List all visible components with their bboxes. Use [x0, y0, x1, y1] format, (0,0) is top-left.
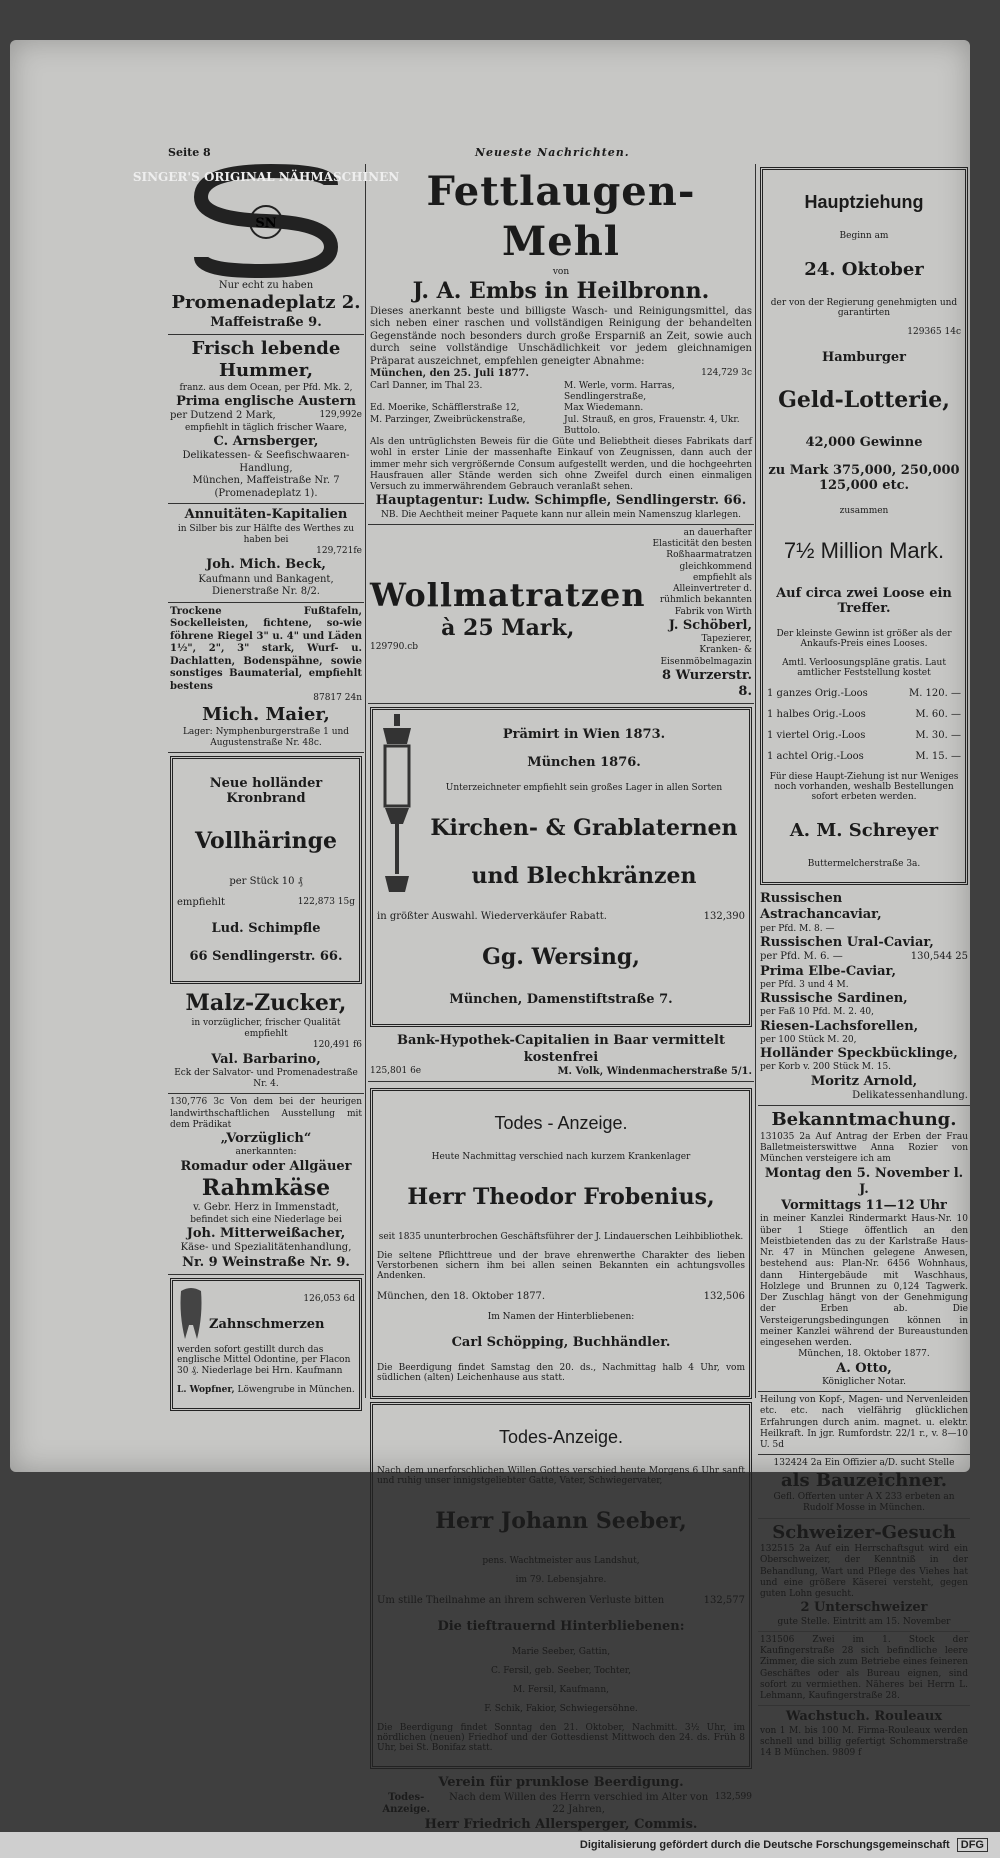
digitization-footer [0, 1832, 1000, 1858]
column-rule [365, 164, 366, 1398]
malz-zucker-ad: Malz-Zucker, in vorzüglicher, frischer Qualität empfiehlt 120,491 f6 Val. Barbarino, Eck der Salvator- und Promenadestraße Nr. 4. [168, 987, 364, 1094]
heilung-ad: Heilung von Kopf-, Magen- und Nervenleiden etc. etc. nach vielfährig glücklichen Erfahrungen durch anim. magnet. u. elektr. Heilkraft. In jgr. Rumfordstr. 22/1 r., v. 8—10 U. 5d [758, 1392, 970, 1455]
right-column [758, 164, 970, 1762]
laternen-ad: Prämirt in Wien 1873. München 1876. Unterzeichneter empfiehlt sein großes Lager in allen Sorten Kirchen- & Grablaternen und Blechkränzen in größter Auswahl. Wiederverkäufer Rabatt. 132,390 Gg. Wersing, München, Damenstiftstraße 7. [370, 707, 752, 1027]
bauzeichner-ad: 132424 2a Ein Offizier a/D. sucht Stelle als Bauzeichner. Gefl. Offerten unter A X 233 erbeten an Rudolf Mosse in München. [758, 1455, 970, 1518]
rahmkaese-ad: 130,776 3c Von dem bei der heurigen landwirthschaftlichen Ausstellung mit dem Prädikat „Vorzüglich“ anerkannten: Romadur oder Allgäuer Rahmkäse v. Gebr. Herz in Immenstadt, befindet sich eine Niederlage bei Joh. Mitterweißacher, Käse- und Spezialitätenhandlung, Nr. 9 Weinstraße Nr. 9. [168, 1094, 364, 1275]
fettlaugen-mehl-ad: Fettlaugen-Mehl von J. A. Embs in Heilbronn. Dieses anerkannt beste und billigste Wasch- und Reinigungsmittel, das sich neben einer raschen und vollständigen Reinigung der behandelten Gegenstände noch besonders durch große Ersparniß an Zeit, sowie auch durch seine vollständige Unschädlichkeit vor jedem gleichnamigen Präparat auszeichnet, empfehlen geneigter Abnahme: München, den 25. Juli 1877. 124,729 3c Carl Danner, im Thal 23. M. Werle, vorm. Harras, Sendlingerstraße, Ed. Moerike, Schäfflerstraße 12, Max Wiedemann. M. Parzinger, Zweibrückenstraße, Jul. Strauß, en gros, Frauenstr. 4, Ukr. Buttolo. Als den untrüglichsten Beweis für die Güte und Beliebtheit dieses Fabrikats darf wohl in erster Linie der massenhafte Einkauf von Zeugnissen, dann auch der immer mehr sich vergrößernde Consum aufgestellt werden, und die hochgeehrten Hausfrauen aller Stände werden sich ohne Zweifel durch einen einmaligen Versuch zu immerwährendem Gebrauch veranlaßt sehen. Hauptagentur: Ludw. Schimpfle, Sendlingerstr. 66. NB. Die Aechtheit meiner Paquete kann nur allein mein Namenszug klarlegen. [368, 164, 754, 525]
lantern-illustration-icon [377, 714, 417, 894]
zimmer-ad: 131506 Zwei im 1. Stock der Kaufingerstraße 28 sich befindliche leere Zimmer, die sich zum Betriebe eines feineren Geschäftes oder als Bureau eignen, sind sofort zu vermiethen. Näheres bei Herrn L. Lehmann, Kaufingerstraße 28. [758, 1632, 970, 1707]
hummer-ad: Frisch lebende Hummer, franz. aus dem Ocean, per Pfd. Mk. 2, Prima englische Austern per Dutzend 2 Mark, 129,992e empfiehlt in täglich frischer Waare, C. Arnsberger, Delikatessen- & Seefischwaaren-Handlung, München, Maffeistraße Nr. 7 (Promenadeplatz 1). [168, 335, 364, 505]
tooth-illustration-icon [177, 1285, 205, 1345]
bank-hypothek-ad: Bank-Hypothek-Capitalien in Baar vermittelt kostenfrei 125,801 6e M. Volk, Windenmacherstraße 5/1. [368, 1030, 754, 1082]
annuitaeten-ad: Annuitäten-Kapitalien in Silber bis zur Hälfte des Werthes zu haben bei 129,721fe Joh. Mich. Beck, Kaufmann und Bankagent, Dienerstraße Nr. 8/2. [168, 504, 364, 602]
middle-column [368, 164, 754, 1858]
todesanzeige-frobenius: Todes - Anzeige. Heute Nachmittag verschied nach kurzem Krankenlager Herr Theodor Frobenius, seit 1835 ununterbrochen Geschäftsführer der J. Lindauerschen Leihbibliothek. Die seltene Pflichttreue und der brave ehrenwerthe Charakter des lieben Verstorbenen sichern ihm bei allen seinen Bekannten ein achtungsvolles Andenken. München, den 18. Oktober 1877. 132,506 Im Namen der Hinterbliebenen: Carl Schöpping, Buchhändler. Die Beerdigung findet Samstag den 20. ds., Nachmittag halb 4 Uhr, vom südlichen (alten) Leichenhause aus statt. [370, 1088, 752, 1399]
left-column [132, 164, 400, 1414]
caviar-ad: Russischen Astrachancaviar, per Pfd. M. 8. — Russischen Ural-Caviar, per Pfd. M. 6. — 130,544 25 Prima Elbe-Caviar, per Pfd. 3 und 4 M. Russische Sardinen, per Faß 10 Pfd. M. 2. 40, Riesen-Lachsforellen, per 100 Stück M. 20, Holländer Speckbücklinge, per Korb v. 200 Stück M. 15. Moritz Arnold, Delikatessenhandlung. [758, 888, 970, 1106]
column-rule [755, 164, 756, 1398]
svg-text:SN: SN [255, 216, 277, 231]
todesanzeige-seeber: Todes-Anzeige. Nach dem unerforschlichen Willen Gottes verschied heute Morgens 6 Uhr sanft und ruhig unser innigstgeliebter Gatte, Vater, Schwiegervater, Herr Johann Seeber, pens. Wachtmeister aus Landshut, im 79. Lebensjahre. Um stille Theilnahme an ihrem schweren Verluste bitten 132,577 Die tieftrauernd Hinterbliebenen: Marie Seeber, Gattin, C. Fersil, geb. Seeber, Tochter, M. Fersil, Kaufmann, F. Schik, Fakior, Schwiegersöhne. Die Beerdigung findet Sonntag den 21. Oktober, Nachmitt. 3½ Uhr, im nördlichen (neuen) Friedhof und der Gottesdienst Mittwoch den 24. ds. Früh 8 Uhr, bei St. Bonifaz statt. [370, 1402, 752, 1769]
wachstuch-ad: Wachstuch. Rouleaux von 1 M. bis 100 M. Firma-Rouleaux werden schnell und billig gefertigt Schommerstraße 14 B München. 9809 f [760, 1709, 968, 1758]
singer-ad: SN SINGER'S ORIGINAL NÄHMASCHINEN Nur echt zu haben Promenadeplatz 2. Maffeistraße 9. [168, 164, 364, 335]
dealer-list: Carl Danner, im Thal 23. M. Werle, vorm. Harras, Sendlingerstraße, Ed. Moerike, Schäfflerstraße 12, Max Wiedemann. M. Parzinger, Zweibrückenstraße, Jul. Strauß, en gros, Frauenstr. 4, Ukr. Buttolo. [370, 380, 740, 436]
vollhaeringe-ad: Neue holländer Kronbrand Vollhäringe per Stück 10 ₰ empfiehlt 122,873 15g Lud. Schimpfle 66 Sendlingerstr. 66. [170, 756, 362, 984]
footer-text: Digitalisierung gefördert durch die Deutsche Forschungsgemeinschaft [579, 1839, 950, 1851]
dfg-logo: DFG [957, 1838, 988, 1852]
verein-beerdigung-ad: Verein für prunklose Beerdigung. Todes-Anzeige. Nach dem Willen des Herrn verschied im Alter von 22 Jahren, 132,599 Herr Friedrich Allersperger, Commis. [382, 1775, 752, 1832]
bekanntmachung-ad: Bekanntmachung. 131035 2a Auf Antrag der Erben der Frau Balletmeisterswittwe Anna Rozier von München versteigere ich am Montag den 5. November l. J. Vormittags 11—12 Uhr in meiner Kanzlei Rindermarkt Haus-Nr. 10 über 1 Stiege öffentlich an den Meistbietenden das zu der Karlstraße Haus-Nr. 47 in München gelegene Anwesen, bestehend aus: Plan-Nr. 6456 Wohnhaus, dann Hintergebäude mit Waschhaus, Holzlege und Brunnen zu 0,124 Tagwerk. Der Zuschlag hängt von der Genehmigung der Erben ab. Die Versteigerungsbedingungen können in meiner Kanzlei während der Bureaustunden eingesehen werden. München, 18. Oktober 1877. A. Otto, Königlicher Notar. [758, 1106, 970, 1392]
lotterie-ad: Hauptziehung Beginn am 24. Oktober der von der Regierung genehmigten und garantirten 129365 14c Hamburger Geld-Lotterie, 42,000 Gewinne zu Mark 375,000, 250,000 125,000 etc. zusammen 7½ Million Mark. Auf circa zwei Loose ein Treffer. Der kleinste Gewinn ist größer als der Ankaufs-Preis eines Looses. Amtl. Verloosungspläne gratis. Laut amtlicher Feststellung kostet 1 ganzes Orig.-Loos M. 120. — 1 halbes Orig.-Loos M. 60. — 1 viertel Orig.-Loos M. 30. — 1 achtel Orig.-Loos M. 15. — Für diese Haupt-Ziehung ist nur Weniges noch vorhanden, weshalb Bestellungen sofort erbeten werden. A. M. Schreyer Buttermelcherstraße 3a. [760, 167, 968, 885]
newspaper-title: Neueste Nachrichten. [475, 146, 630, 159]
zahnschmerzen-ad: 126,053 6d Zahnschmerzen werden sofort gestillt durch das englische Mittel Odontine, per Flacon 30 ₰. Niederlage bei Hrn. Kaufmann L. Wopfner, Löwengrube in München. [170, 1278, 362, 1411]
logo-text: SINGER'S ORIGINAL NÄHMASCHINEN [132, 170, 400, 184]
wollmatratzen-ad: Wollmatratzen à 25 Mark, 129790.cb an dauerhafter Elasticität den besten Roßhaarmatratzen gleichkommend empfiehlt als Alleinvertreter d. rühmlich bekannten Fabrik von Wirth J. Schöberl, Tapezierer, Kranken- & Eisenmöbelmagazin 8 Wurzerstr. 8. [368, 525, 754, 705]
page-number: Seite 8 [168, 146, 211, 159]
baumaterial-ad: Trockene Fußtafeln, Sockelleisten, fichtene, so-wie föhrene Riegel 3" u. 4" und Läden 1½", 2", 3" stark, Wurf- u. Dachlatten, Bodenspähne, sowie sonstiges Baumaterial, empfiehlt bestens 87817 24n Mich. Maier, Lager: Nymphenburgerstraße 1 und Augustenstraße Nr. 48c. [168, 603, 364, 754]
schweizer-gesuch-ad: Schweizer-Gesuch 132515 2a Auf ein Herrschaftsgut wird ein Oberschweizer, der Kenntniß in der Behandlung, Wart und Pflege des Viehes hat und eine größere Käserei versteht, gegen guten Lohn gesucht. 2 Unterschweizer gute Stelle. Eintritt am 15. November [758, 1519, 970, 1632]
